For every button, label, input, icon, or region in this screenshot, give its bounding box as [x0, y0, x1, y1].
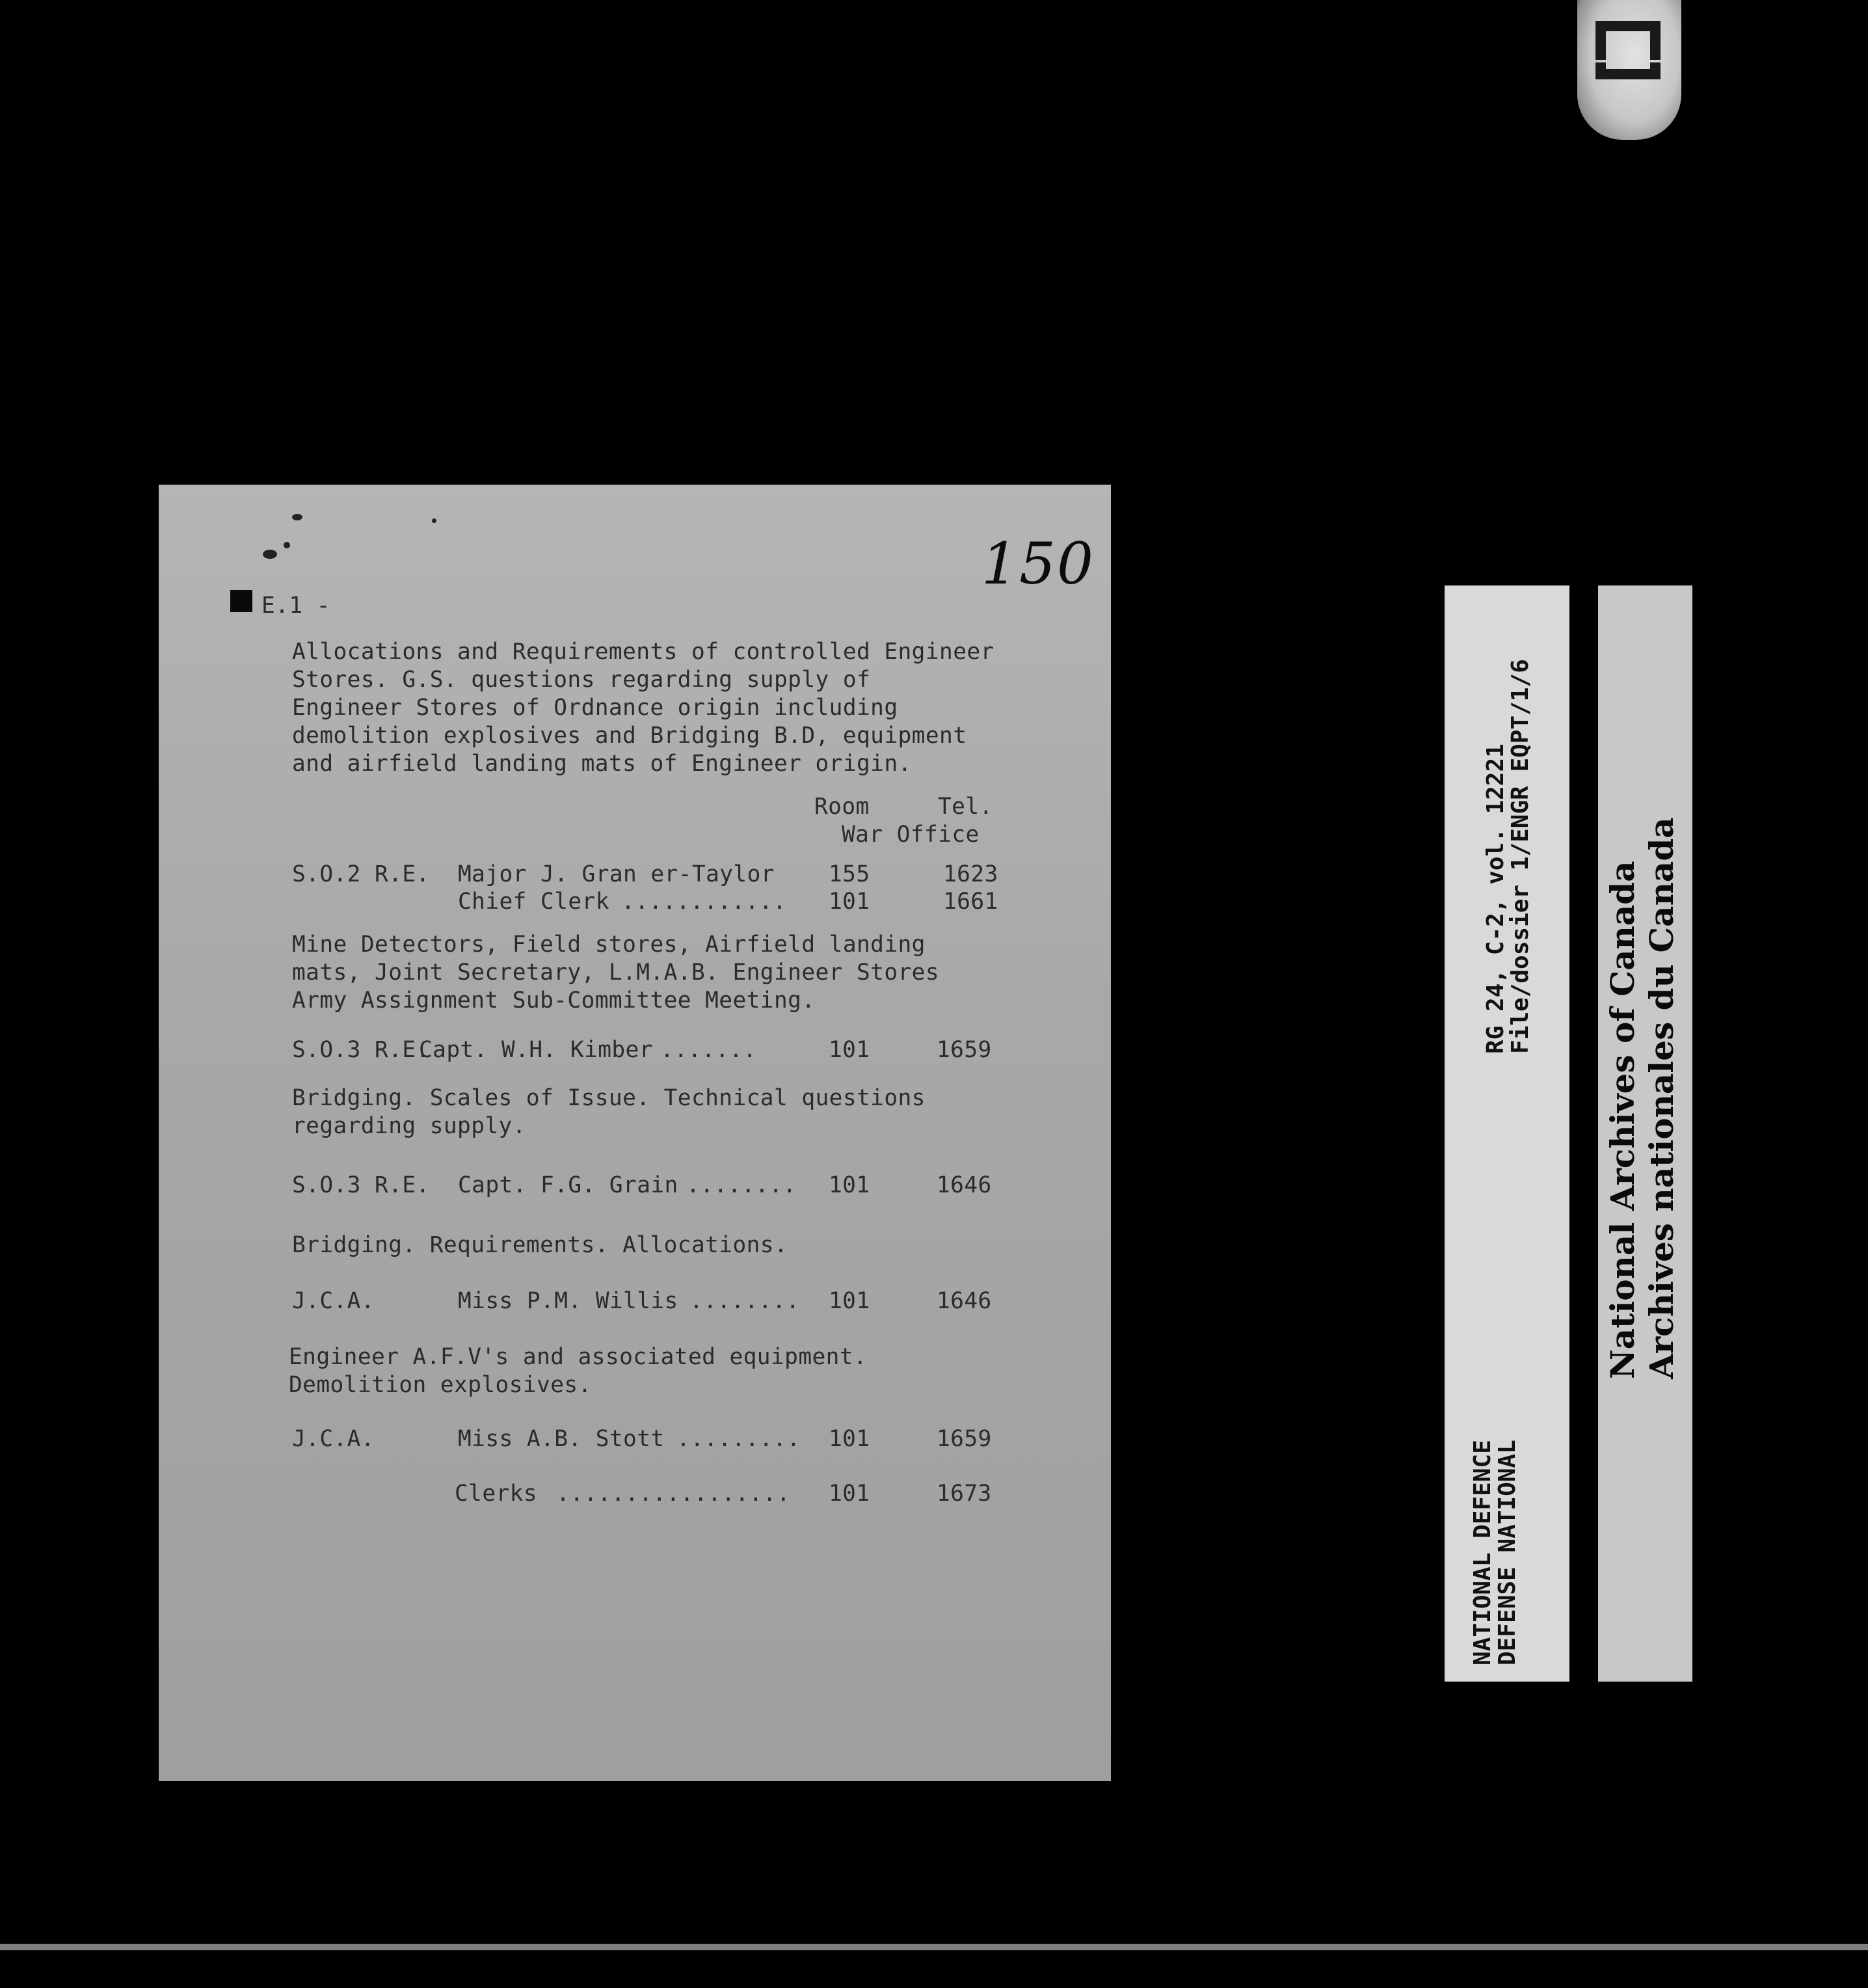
film-frame-edge: [0, 1944, 1868, 1950]
entry-tel: 1661: [943, 889, 998, 915]
label-ref-block: [1484, 659, 1533, 1054]
note-line: Engineer A.F.V's and associated equipment.: [289, 1344, 868, 1370]
note-line: regarding supply.: [292, 1113, 526, 1139]
heading-marker: [230, 590, 252, 612]
entry-room: 101: [829, 889, 870, 915]
entry-tel: 1646: [937, 1288, 992, 1314]
entry-dots: ........: [673, 1172, 797, 1198]
intro-line: Allocations and Requirements of controlled Engineer: [292, 639, 994, 665]
ink-smudge: [263, 550, 277, 559]
entry-room: 101: [829, 1172, 870, 1198]
label-line-2: DEFENSE NATIONAL: [1494, 1440, 1521, 1665]
section-heading: E.1 -: [261, 593, 330, 619]
label-text-block: [1471, 1440, 1520, 1665]
entry-dots: ............: [607, 889, 787, 915]
entry-post: S.O.3 R.E.: [292, 1172, 430, 1198]
entry-dots: ........: [676, 1288, 800, 1314]
page-number: 150: [981, 530, 1095, 597]
entry-name: Miss P.M. Willis: [458, 1288, 678, 1314]
entry-post: J.C.A.: [292, 1426, 375, 1452]
room-header: Room: [814, 794, 870, 820]
entry-tel: 1659: [937, 1037, 992, 1063]
label-ref-1: RG 24, C-2, vol. 12221: [1482, 744, 1509, 1054]
document-sheet: [159, 485, 1111, 1781]
entry-name: Miss A.B. Stott: [458, 1426, 665, 1452]
note-line: Bridging. Scales of Issue. Technical questions: [292, 1085, 926, 1111]
entry-dots: .......: [647, 1037, 757, 1063]
archives-line-2: Archives nationales du Canada: [1642, 817, 1681, 1379]
entry-room: 101: [829, 1288, 870, 1314]
note-line: Mine Detectors, Field stores, Airfield landing: [292, 932, 926, 958]
national-defence-label: [1445, 585, 1569, 1682]
film-corner-tab: [1577, 0, 1681, 140]
entry-tel: 1673: [937, 1481, 992, 1507]
intro-line: Engineer Stores of Ordnance origin including: [292, 695, 898, 721]
entry-dots: .........: [663, 1426, 801, 1452]
archives-text-block: [1603, 817, 1681, 1379]
frame-mark-lower: [1595, 62, 1661, 79]
entry-room: 101: [829, 1037, 870, 1063]
entry-room: 101: [829, 1481, 870, 1507]
entry-post: S.O.2 R.E.: [292, 861, 430, 887]
ink-smudge: [284, 542, 290, 548]
entry-name: Capt. W.H. Kimber: [419, 1037, 653, 1063]
entry-room: 101: [829, 1426, 870, 1452]
entry-tel: 1659: [937, 1426, 992, 1452]
entry-tel: 1646: [937, 1172, 992, 1198]
tel-header: Tel.: [938, 794, 993, 820]
frame-mark: [1595, 21, 1661, 60]
intro-line: Stores. G.S. questions regarding supply of: [292, 667, 871, 693]
entry-room: 155: [829, 861, 870, 887]
note-line: mats, Joint Secretary, L.M.A.B. Engineer Stores: [292, 960, 940, 986]
label-line-1: NATIONAL DEFENCE: [1469, 1440, 1496, 1665]
archives-line-1: National Archives of Canada: [1603, 861, 1642, 1379]
entry-name: Chief Clerk: [458, 889, 609, 915]
entry-post: J.C.A.: [292, 1288, 375, 1314]
ink-smudge: [292, 514, 302, 520]
entry-post: S.O.3 R.E.: [292, 1037, 430, 1063]
intro-line: and airfield landing mats of Engineer origin.: [292, 751, 912, 777]
note-line: Demolition explosives.: [289, 1372, 592, 1398]
national-archives-label: [1598, 585, 1692, 1682]
tel-subheader: War Office: [842, 822, 980, 848]
entry-name: Clerks: [455, 1481, 538, 1507]
intro-line: demolition explosives and Bridging B.D, equipment: [292, 723, 967, 749]
entry-dots: .................: [542, 1481, 791, 1507]
label-ref-2: File/dossier 1/ENGR EQPT/1/6: [1507, 659, 1534, 1054]
note-line: Army Assignment Sub-Committee Meeting.: [292, 987, 816, 1014]
entry-name: Capt. F.G. Grain: [458, 1172, 678, 1198]
note-line: Bridging. Requirements. Allocations.: [292, 1232, 788, 1258]
ink-smudge: [432, 518, 436, 523]
entry-tel: 1623: [943, 861, 998, 887]
entry-name: Major J. Gran er-Taylor: [458, 861, 775, 887]
